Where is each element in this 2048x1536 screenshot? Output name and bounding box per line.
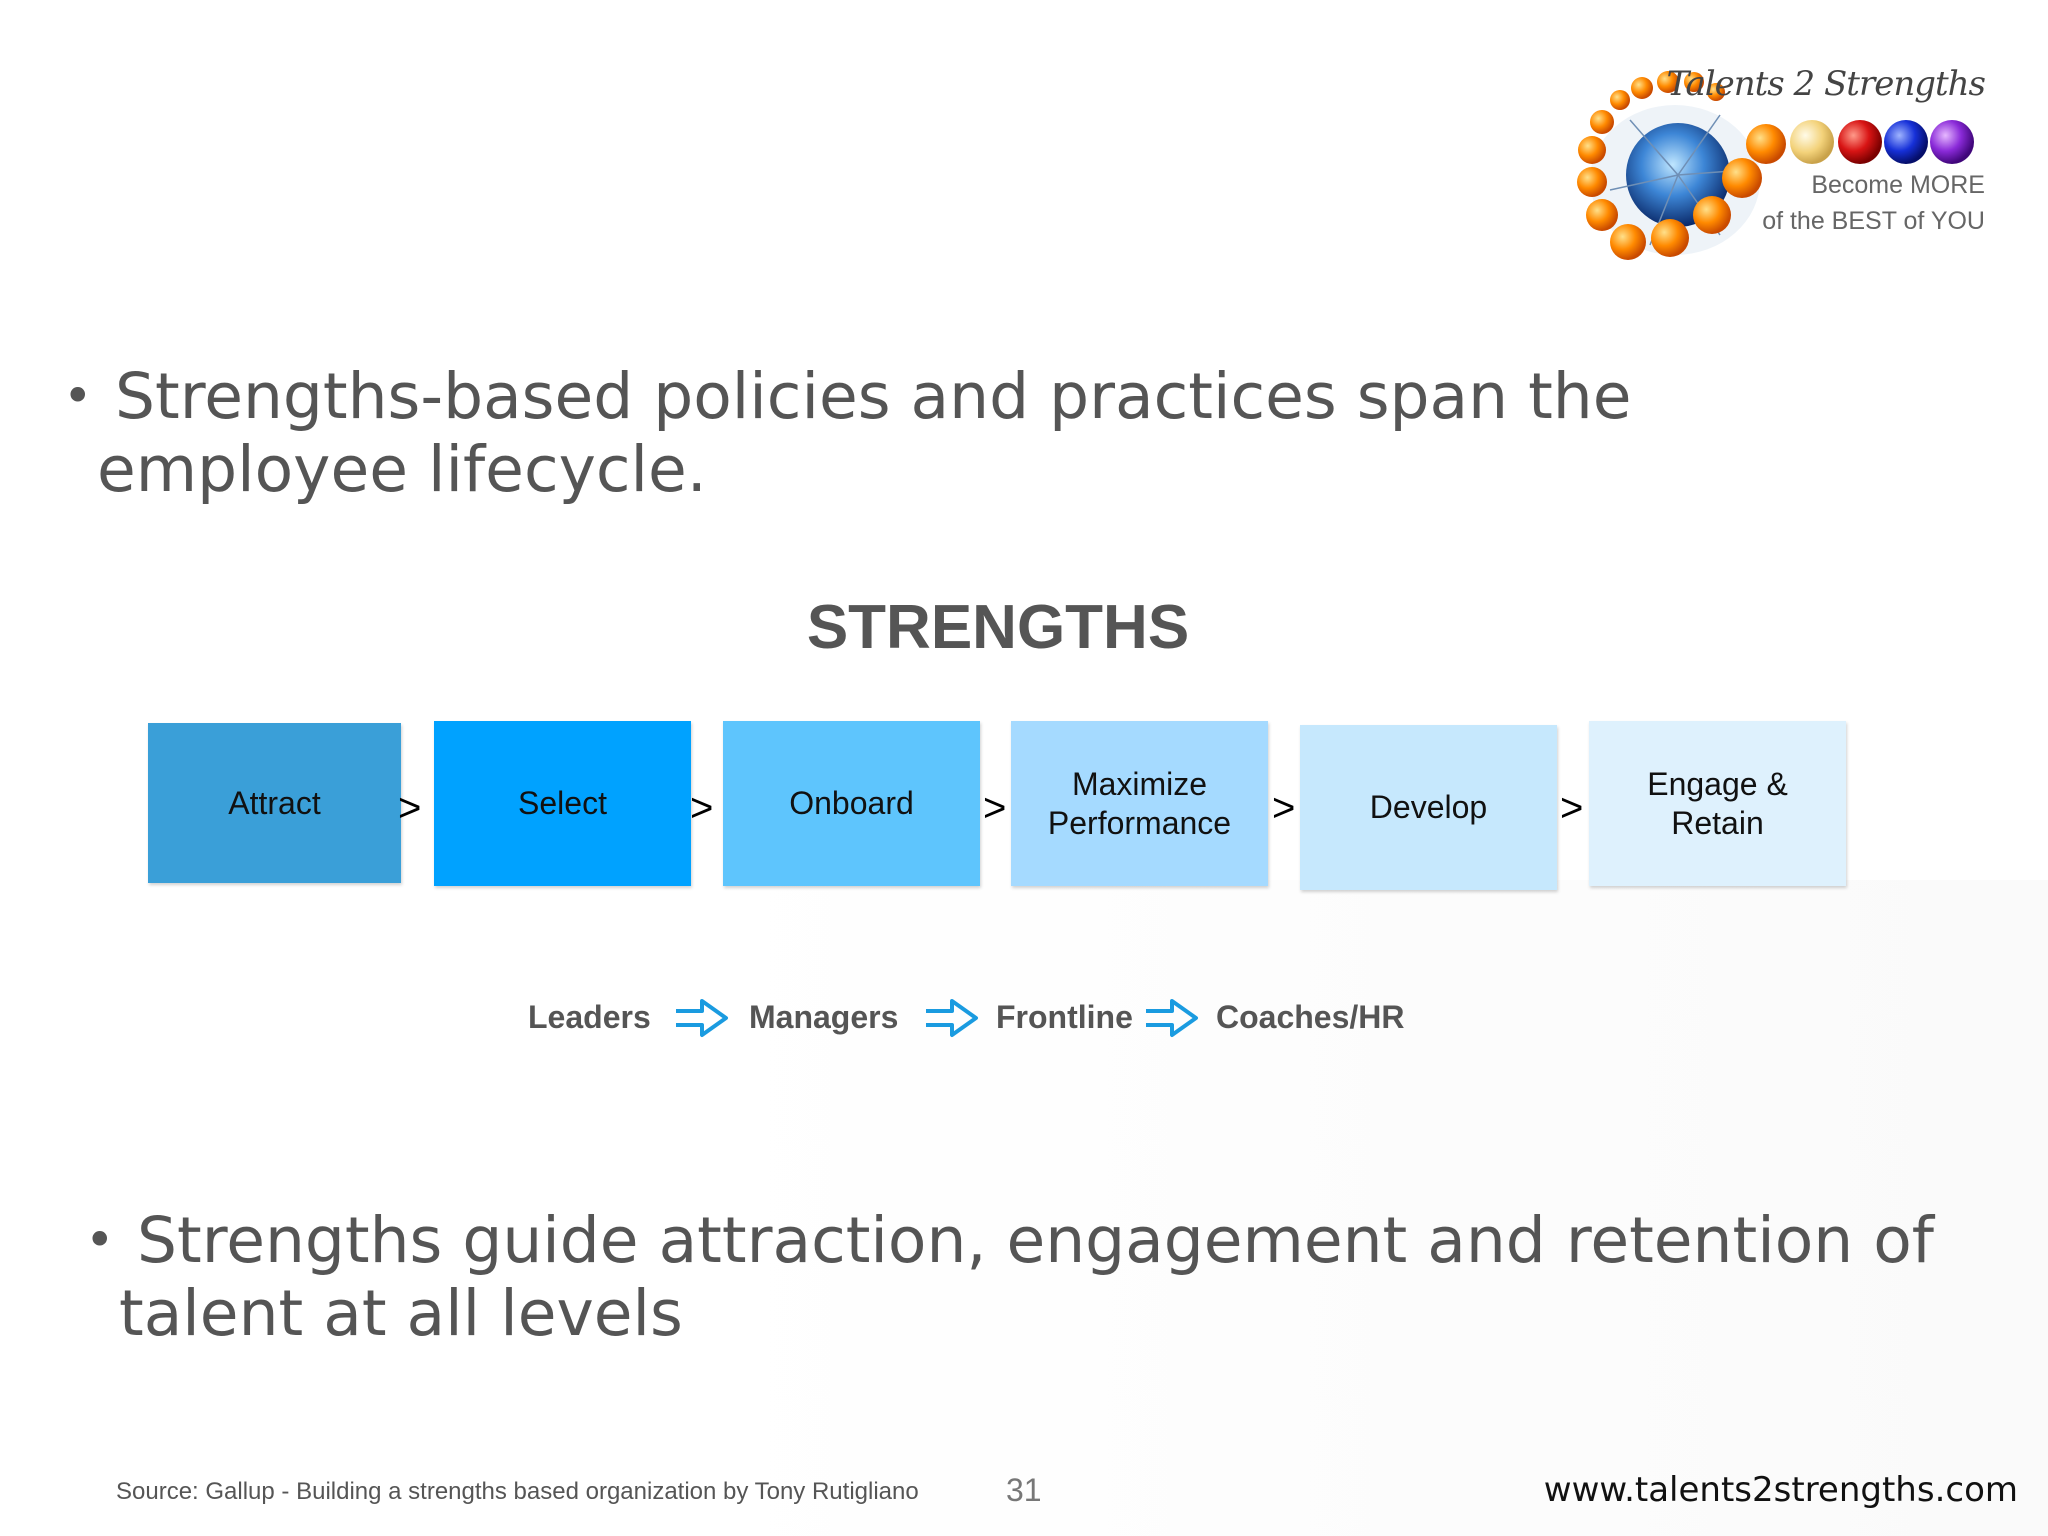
- step-label: Engage & Retain: [1647, 765, 1788, 841]
- step-engage-retain: [1589, 721, 1846, 886]
- logo-brand-name: Talents 2 Strengths: [1666, 64, 1985, 104]
- step-label: Develop: [1369, 789, 1488, 825]
- right-arrow-icon: [922, 995, 980, 1041]
- bullet-talent-levels: [85, 1204, 1934, 1350]
- flow-frontline: Frontline: [996, 999, 1133, 1035]
- step-label: Maximize Performance: [1047, 765, 1232, 841]
- flow-coaches-hr: Coaches/HR: [1216, 999, 1405, 1035]
- right-arrow-icon: [1142, 995, 1200, 1041]
- separator-arrow: >: [690, 786, 714, 830]
- step-onboard: [723, 721, 980, 886]
- separator-arrow: >: [983, 786, 1007, 830]
- bullet-line-1: Strengths-based policies and practices span the: [115, 360, 1632, 433]
- step-label: Attract: [228, 784, 321, 821]
- flow-leaders: Leaders: [528, 999, 651, 1035]
- step-label: Onboard: [789, 785, 914, 821]
- website-url: www.talents2strengths.com: [1543, 1470, 2018, 1510]
- bullet-line-2: employee lifecycle.: [97, 433, 707, 506]
- step-develop: [1300, 725, 1557, 890]
- bullet-dot-icon: •: [63, 367, 93, 425]
- bullet-line-1: Strengths guide attraction, engagement and retention of: [137, 1204, 1934, 1277]
- bullet-dot-icon: •: [85, 1211, 115, 1269]
- separator-arrow: >: [1272, 786, 1296, 830]
- bullet-line-2: talent at all levels: [119, 1277, 683, 1350]
- bullet-lifecycle: [63, 360, 1632, 506]
- talents2strengths-logo: [1570, 60, 2010, 260]
- step-maximize-performance: [1011, 721, 1268, 886]
- diagram-title: STRENGTHS: [806, 593, 1190, 662]
- separator-arrow: >: [1560, 786, 1584, 830]
- flow-managers: Managers: [749, 999, 899, 1035]
- separator-arrow: >: [398, 786, 422, 830]
- source-citation: Source: Gallup - Building a strengths based organization by Tony Rutigliano: [116, 1478, 919, 1505]
- right-arrow-icon: [672, 995, 730, 1041]
- step-select: [434, 721, 691, 886]
- page-number: 31: [1006, 1472, 1042, 1508]
- logo-tagline-1: Become MORE: [1811, 171, 1985, 199]
- step-label: Select: [518, 785, 607, 821]
- step-attract: [148, 723, 401, 883]
- logo-tagline-2: of the BEST of YOU: [1762, 207, 1985, 235]
